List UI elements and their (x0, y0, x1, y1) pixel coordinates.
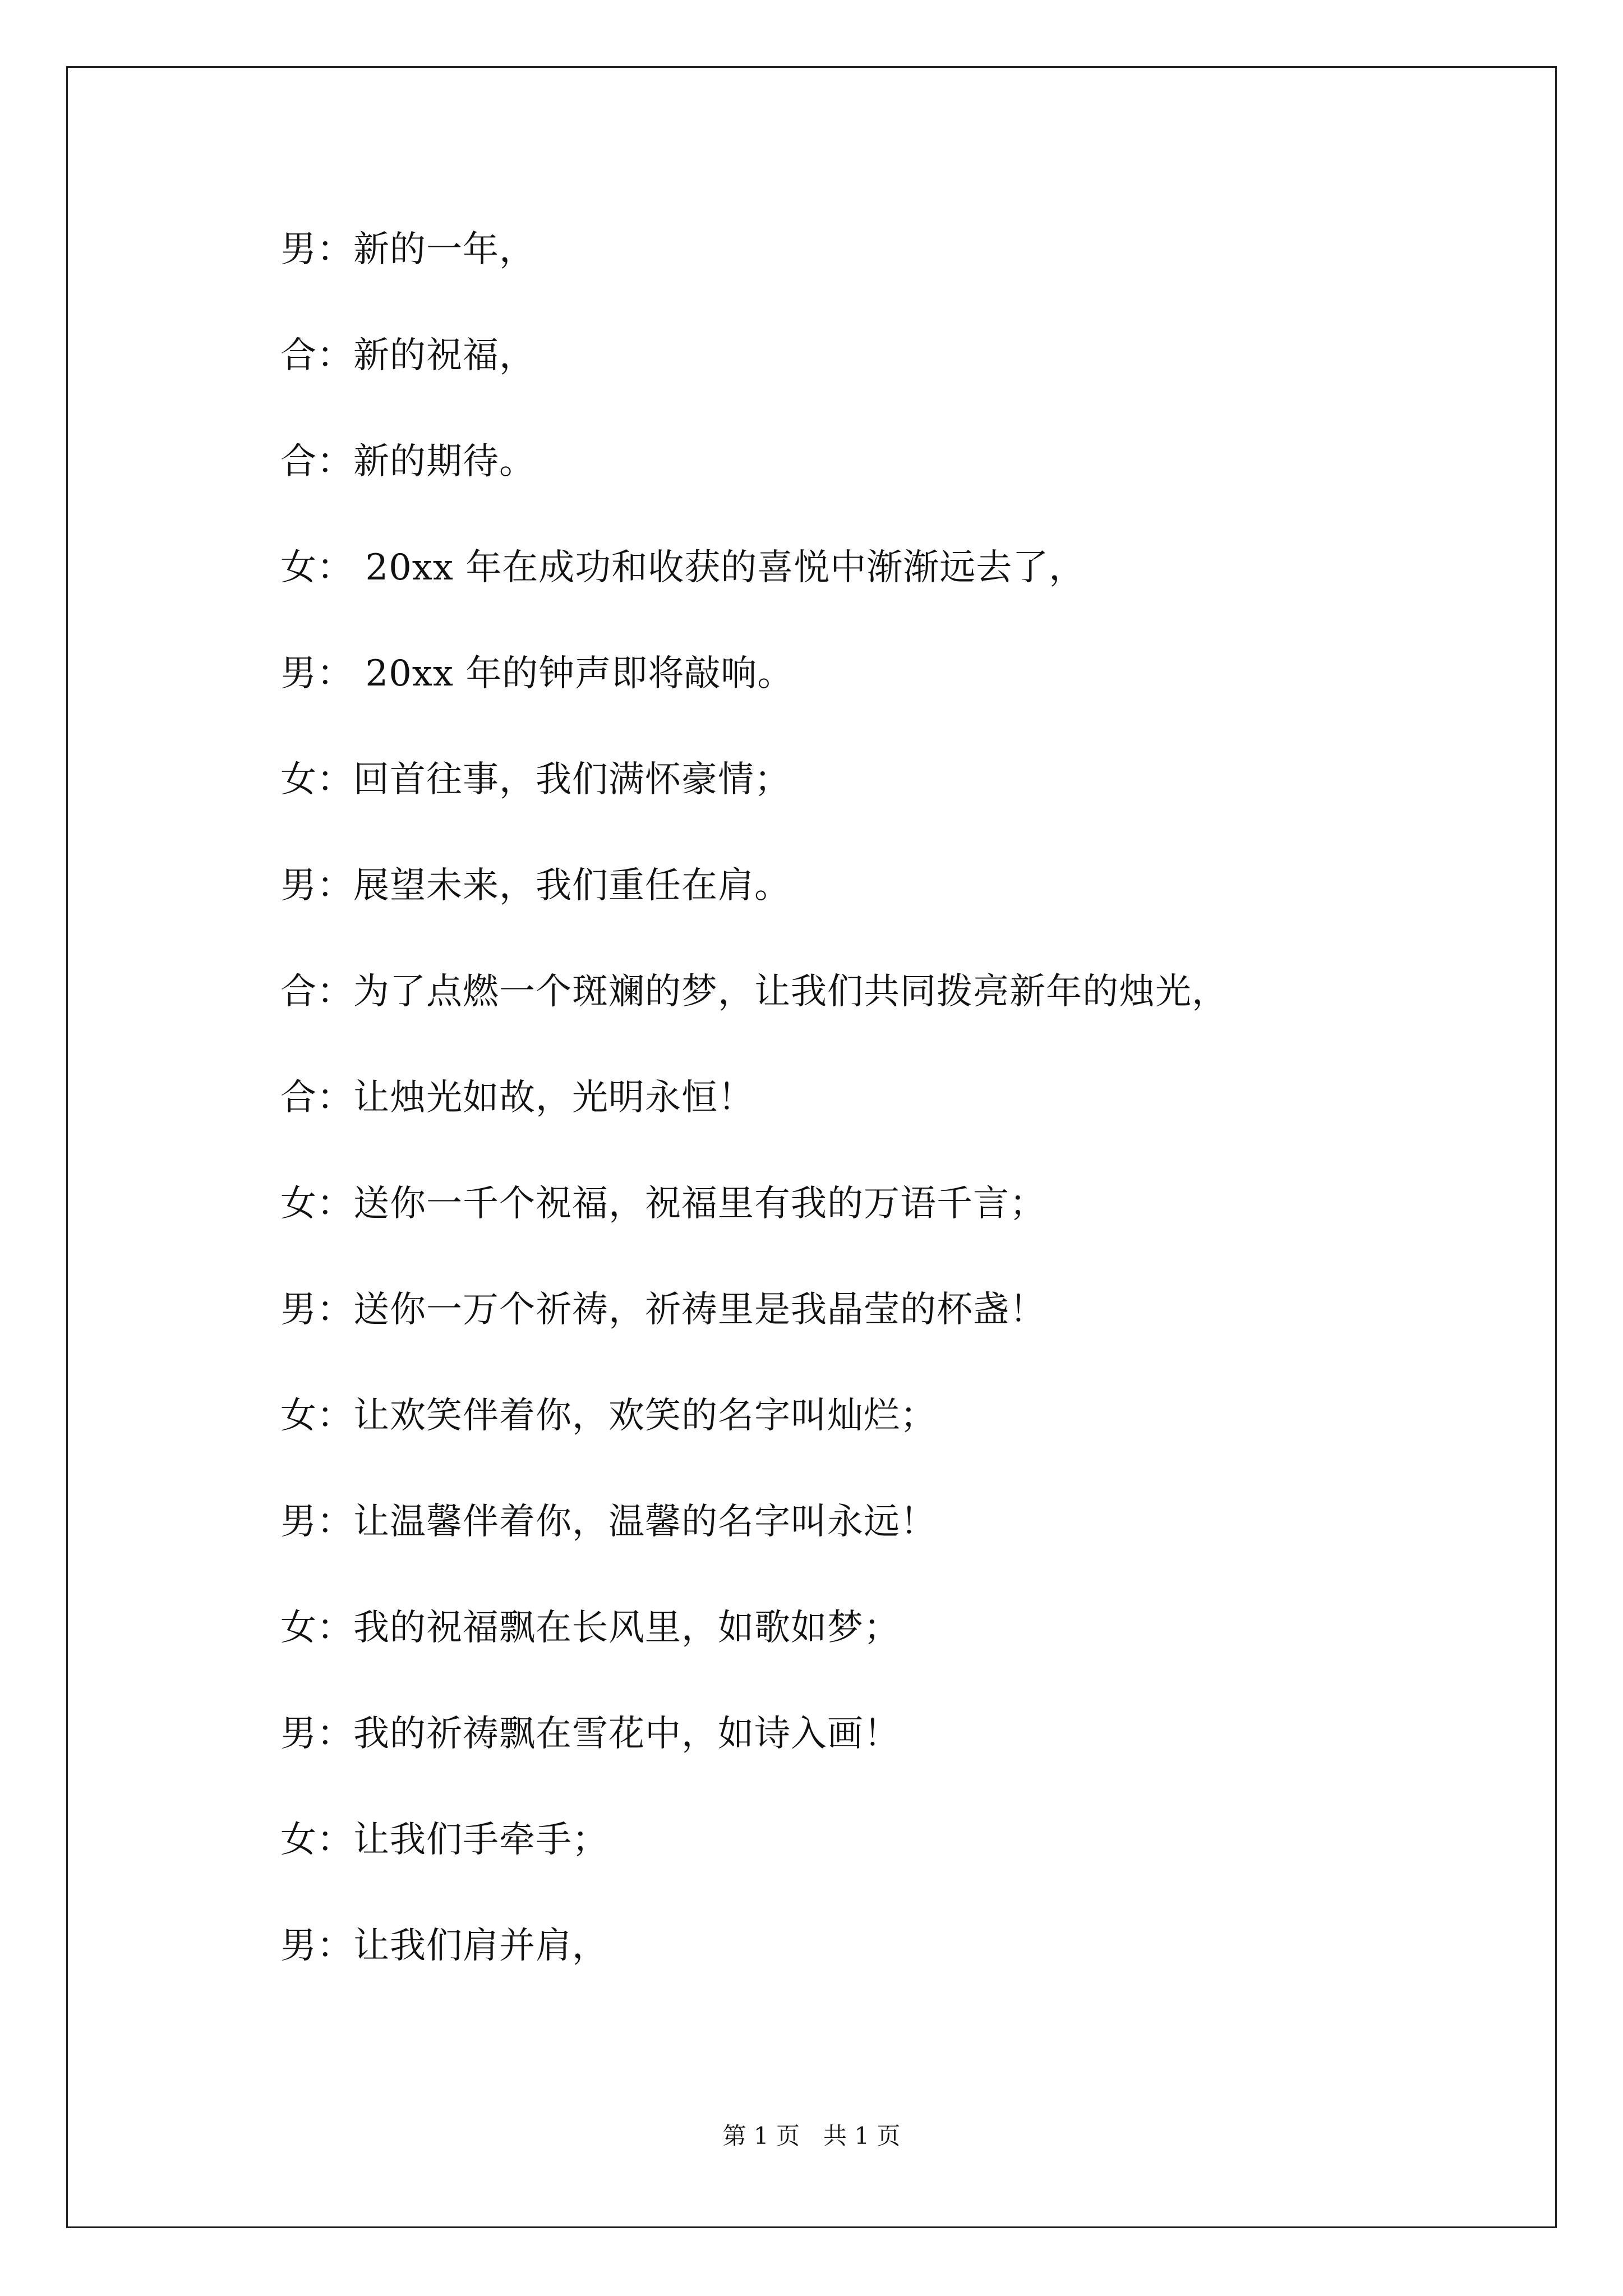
speaker-label: 合： (280, 441, 353, 482)
line-text: 送你一千个祝福，祝福里有我的万语千言； (353, 1183, 1046, 1225)
line-text: 我的祈祷飘在雪花中，如诗入画！ (353, 1713, 900, 1755)
dialogue-line (280, 646, 1514, 752)
line-text: 让我们手牵手； (353, 1819, 608, 1861)
dialogue-line (280, 540, 1514, 646)
speaker-label: 男： (280, 653, 353, 694)
line-text: 送你一万个祈祷，祈祷里是我晶莹的杯盏！ (353, 1289, 1046, 1331)
speaker-label: 女： (280, 1395, 353, 1437)
line-text: 新的祝福， (353, 335, 536, 376)
speaker-label: 男： (280, 1925, 353, 1967)
line-text: 让温馨伴着你，温馨的名字叫永远！ (353, 1501, 937, 1543)
line-text: 新的一年， (353, 229, 536, 270)
line-text: 为了点燃一个斑斓的梦，让我们共同拨亮新年的烛光， (353, 971, 1228, 1013)
speaker-label: 男： (280, 1713, 353, 1755)
line-text: 20xx 年的钟声即将敲响。 (353, 653, 794, 694)
dialogue-line (280, 1918, 1514, 2024)
speaker-label: 男： (280, 865, 353, 907)
line-text: 让烛光如故，光明永恒！ (353, 1077, 754, 1119)
page-number-footer: 第 1 页 共 1 页 (722, 2122, 901, 2150)
line-text: 让欢笑伴着你，欢笑的名字叫灿烂； (353, 1395, 937, 1437)
dialogue-line (280, 1176, 1514, 1282)
line-text: 让我们肩并肩， (353, 1925, 608, 1967)
line-text: 20xx 年在成功和收获的喜悦中渐渐远去了， (353, 547, 1086, 588)
speaker-label: 男： (280, 229, 353, 270)
speaker-label: 合： (280, 1077, 353, 1119)
dialogue-line (280, 858, 1514, 964)
dialogue-line (280, 964, 1514, 1070)
line-text: 新的期待。 (353, 441, 536, 482)
dialogue-script (280, 222, 1514, 2024)
speaker-label: 合： (280, 335, 353, 376)
dialogue-line (280, 1494, 1514, 1600)
dialogue-line (280, 1812, 1514, 1918)
dialogue-line (280, 328, 1514, 434)
speaker-label: 女： (280, 547, 353, 588)
dialogue-line (280, 434, 1514, 540)
speaker-label: 男： (280, 1501, 353, 1543)
speaker-label: 男： (280, 1289, 353, 1331)
dialogue-line (280, 752, 1514, 858)
dialogue-line (280, 222, 1514, 328)
dialogue-line (280, 1388, 1514, 1494)
dialogue-line (280, 1282, 1514, 1388)
speaker-label: 女： (280, 1819, 353, 1861)
speaker-label: 女： (280, 1183, 353, 1225)
dialogue-line (280, 1070, 1514, 1176)
speaker-label: 女： (280, 1607, 353, 1649)
line-text: 我的祝福飘在长风里，如歌如梦； (353, 1607, 900, 1649)
dialogue-line (280, 1600, 1514, 1706)
line-text: 回首往事，我们满怀豪情； (353, 759, 791, 800)
line-text: 展望未来，我们重任在肩。 (353, 865, 791, 907)
dialogue-line (280, 1706, 1514, 1812)
speaker-label: 女： (280, 759, 353, 800)
speaker-label: 合： (280, 971, 353, 1013)
